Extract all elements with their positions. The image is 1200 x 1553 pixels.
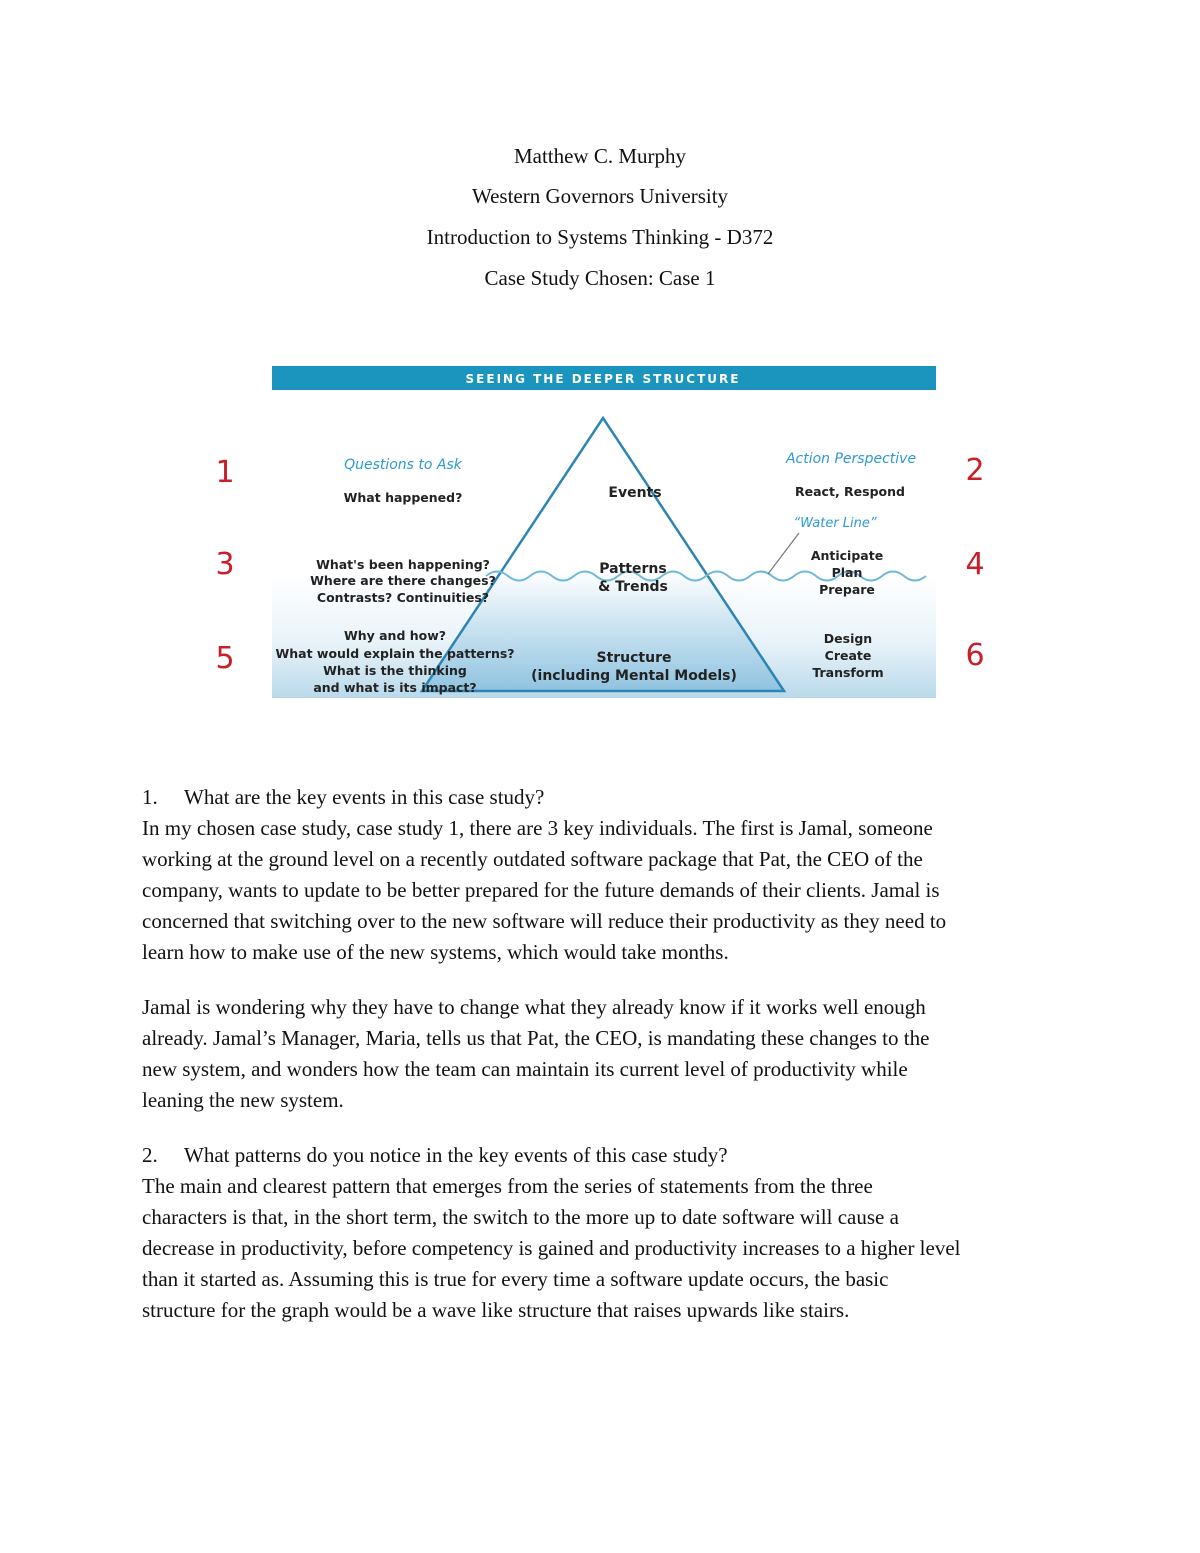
paragraph-line: new system, and wonders how the team can maintain its current level of productivity while xyxy=(142,1057,908,1081)
triangle-structure: (including Mental Models) xyxy=(531,668,737,684)
water-line-pointer xyxy=(768,533,799,574)
number-4: 4 xyxy=(965,547,985,582)
questions-heading: Questions to Ask xyxy=(344,457,462,473)
action-design-line: Design xyxy=(823,631,873,646)
course-title: Introduction to Systems Thinking - D372 xyxy=(426,225,774,249)
number-1: 1 xyxy=(215,455,235,490)
paragraph-line: company, wants to update to be better prepared for the future demands of their clients. Jamal is xyxy=(142,878,940,902)
question-pattern-line: What's been happening? xyxy=(316,557,490,572)
question-number: 2. xyxy=(142,1143,158,1167)
action-anticipate-line: Plan xyxy=(831,565,863,580)
question-1-label xyxy=(142,782,544,813)
number-6: 6 xyxy=(965,638,985,673)
action-react-respond: React, Respond xyxy=(795,484,905,499)
water-line-label: “Water Line” xyxy=(793,516,877,531)
university-name: Western Governors University xyxy=(471,184,729,208)
action-anticipate-line: Prepare xyxy=(819,582,875,597)
paragraph-line: already. Jamal’s Manager, Maria, tells us that Pat, the CEO, is mandating these changes to the xyxy=(142,1026,930,1050)
triangle-events: Events xyxy=(608,485,662,501)
author-name: Matthew C. Murphy xyxy=(513,144,687,168)
iceberg-diagram xyxy=(215,366,985,698)
action-heading: Action Perspective xyxy=(785,451,917,467)
number-5: 5 xyxy=(215,641,235,676)
question-pattern-line: Where are there changes? xyxy=(310,573,496,588)
question-structure-line: and what is its impact? xyxy=(313,680,477,695)
case-study-chosen: Case Study Chosen: Case 1 xyxy=(484,266,716,290)
paragraph-line: structure for the graph would be a wave like structure that raises upwards like stairs. xyxy=(142,1298,850,1322)
question-what-happened: What happened? xyxy=(343,490,463,505)
question-text: What patterns do you notice in the key events of this case study? xyxy=(184,1143,728,1167)
question-structure-line: What would explain the patterns? xyxy=(275,646,515,661)
paragraph-line: decrease in productivity, before competency is gained and productivity increases to a higher level xyxy=(142,1236,961,1260)
question-pattern-line: Contrasts? Continuities? xyxy=(316,590,490,605)
paragraph-line: learn how to make use of the new systems, which would take months. xyxy=(142,940,729,964)
answer-1-paragraph-2 xyxy=(142,992,1072,1116)
paragraph-line: working at the ground level on a recently outdated software package that Pat, the CEO of the xyxy=(142,847,923,871)
paragraph-line: In my chosen case study, case study 1, there are 3 key individuals. The first is Jamal, someone xyxy=(142,816,933,840)
question-number: 1. xyxy=(142,785,158,809)
paragraph-line: concerned that switching over to the new software will reduce their productivity as they need to xyxy=(142,909,947,933)
triangle-patterns: Patterns xyxy=(599,561,667,577)
question-structure-line: Why and how? xyxy=(343,628,447,643)
paragraph-line: leaning the new system. xyxy=(142,1088,344,1112)
action-anticipate-line: Anticipate xyxy=(810,548,884,563)
paragraph-line: Jamal is wondering why they have to change what they already know if it works well enough xyxy=(142,995,926,1019)
triangle-patterns: & Trends xyxy=(598,579,668,595)
question-text: What are the key events in this case study? xyxy=(184,785,545,809)
question-2-label xyxy=(142,1140,728,1171)
paragraph-line: characters is that, in the short term, the switch to the more up to date software will cause a xyxy=(142,1205,899,1229)
paragraph-line: than it started as. Assuming this is true for every time a software update occurs, the basic xyxy=(142,1267,889,1291)
question-structure-line: What is the thinking xyxy=(323,663,467,678)
answer-2-paragraph-1 xyxy=(142,1171,1072,1326)
answer-1-paragraph-1 xyxy=(142,813,1072,968)
banner-title: SEEING THE DEEPER STRUCTURE xyxy=(465,372,741,386)
action-design-line: Transform xyxy=(812,665,884,680)
number-3: 3 xyxy=(215,547,235,582)
number-2: 2 xyxy=(965,453,985,488)
action-design-line: Create xyxy=(824,648,872,663)
triangle-structure: Structure xyxy=(596,650,672,666)
paragraph-line: The main and clearest pattern that emerges from the series of statements from the three xyxy=(142,1174,873,1198)
